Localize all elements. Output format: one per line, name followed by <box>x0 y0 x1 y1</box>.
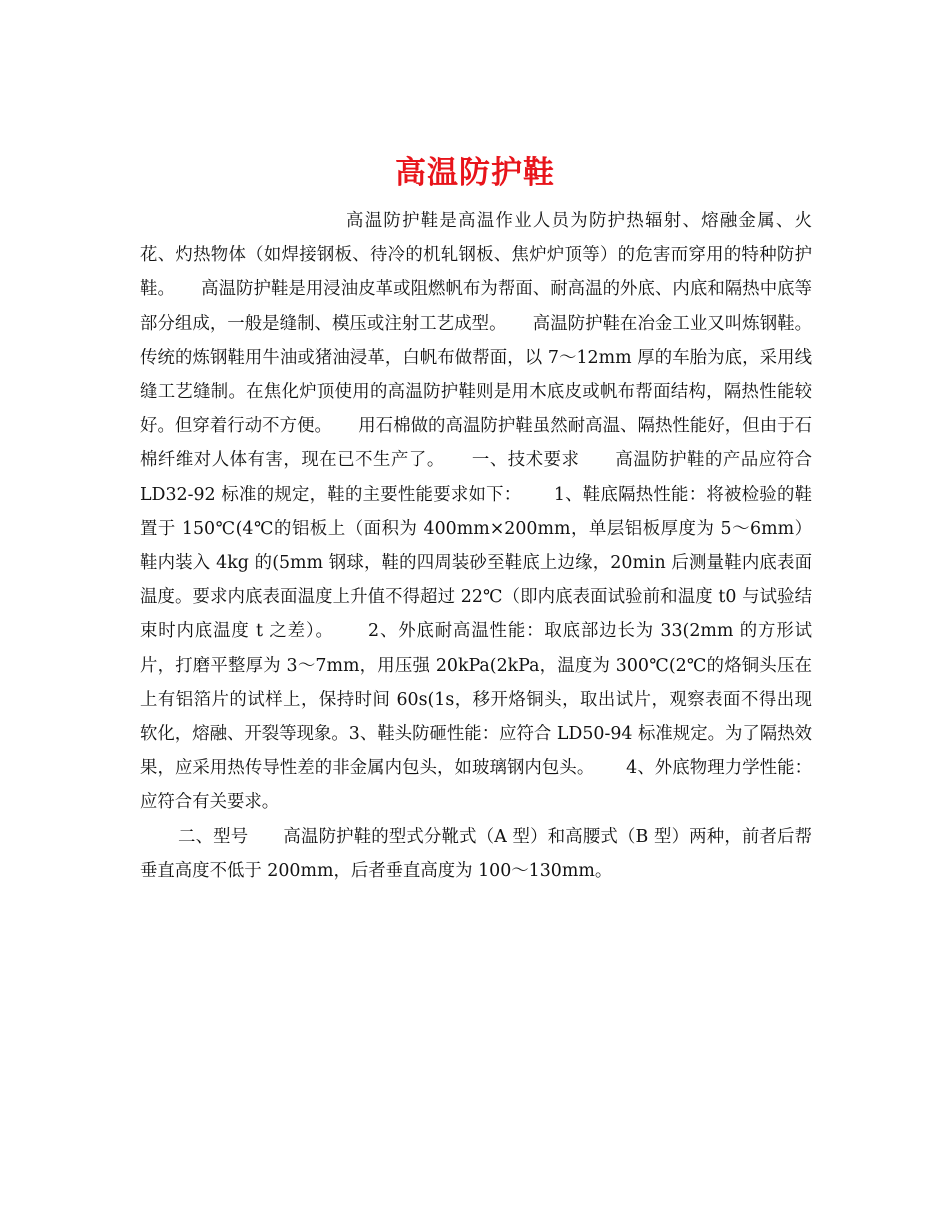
document-title: 高温防护鞋 <box>395 154 555 191</box>
body-paragraph: 高温防护鞋是高温作业人员为防护热辐射、熔融金属、火花、灼热物体（如焊接钢板、待冷的机轧钢板、焦炉炉顶等）的危害而穿用的特种防护鞋。 高温防护鞋是用浸油皮革或阻燃帆布为帮面、耐高温的外底、内底和隔热中底等部分组成，一般是缝制、模压或注射工艺成型。 高温防护鞋在冶金工业又叫炼钢鞋。传统的炼钢鞋用牛油或猪油浸革，白帆布做帮面，以 7～12mm 厚的车胎为底，采用线缝工艺缝制。在焦化炉顶使用的高温防护鞋则是用木底皮或帆布帮面结构，隔热性能较好。但穿着行动不方便。 用石棉做的高温防护鞋虽然耐高温、隔热性能好，但由于石棉纤维对人体有害，现在已不生产了。 一、技术要求 高温防护鞋的产品应符合 LD32-92 标准的规定，鞋的主要性能要求如下： 1、鞋底隔热性能：将被检验的鞋置于 150℃(4℃的铝板上（面积为 400mm×200mm，单层铝板厚度为 5～6mm）鞋内装入 4kg 的(5mm 钢球，鞋的四周装砂至鞋底上边缘，20min 后测量鞋内底表面温度。要求内底表面温度上升值不得超过 22℃（即内底表面试验前和温度 t0 与试验结束时内底温度 t 之差）。 2、外底耐高温性能：取底部边长为 33(2mm 的方形试片，打磨平整厚为 3～7mm，用压强 20kPa(2kPa，温度为 300℃(2℃的烙铜头压在上有铝箔片的试样上，保持时间 60s(1s，移开烙铜头，取出试片，观察表面不得出现软化，熔融、开裂等现象。3、鞋头防砸性能：应符合 LD50-94 标准规定。为了隔热效果，应采用热传导性差的非金属内包头，如玻璃钢内包头。 4、外底物理力学性能：应符合有关要求。 <box>140 211 812 813</box>
body-paragraph: 二、型号 高温防护鞋的型式分靴式（A 型）和高腰式（B 型）两种，前者后帮垂直高度不低于 200mm，后者垂直高度为 100～130mm。 <box>140 826 812 881</box>
document-body <box>140 204 812 888</box>
